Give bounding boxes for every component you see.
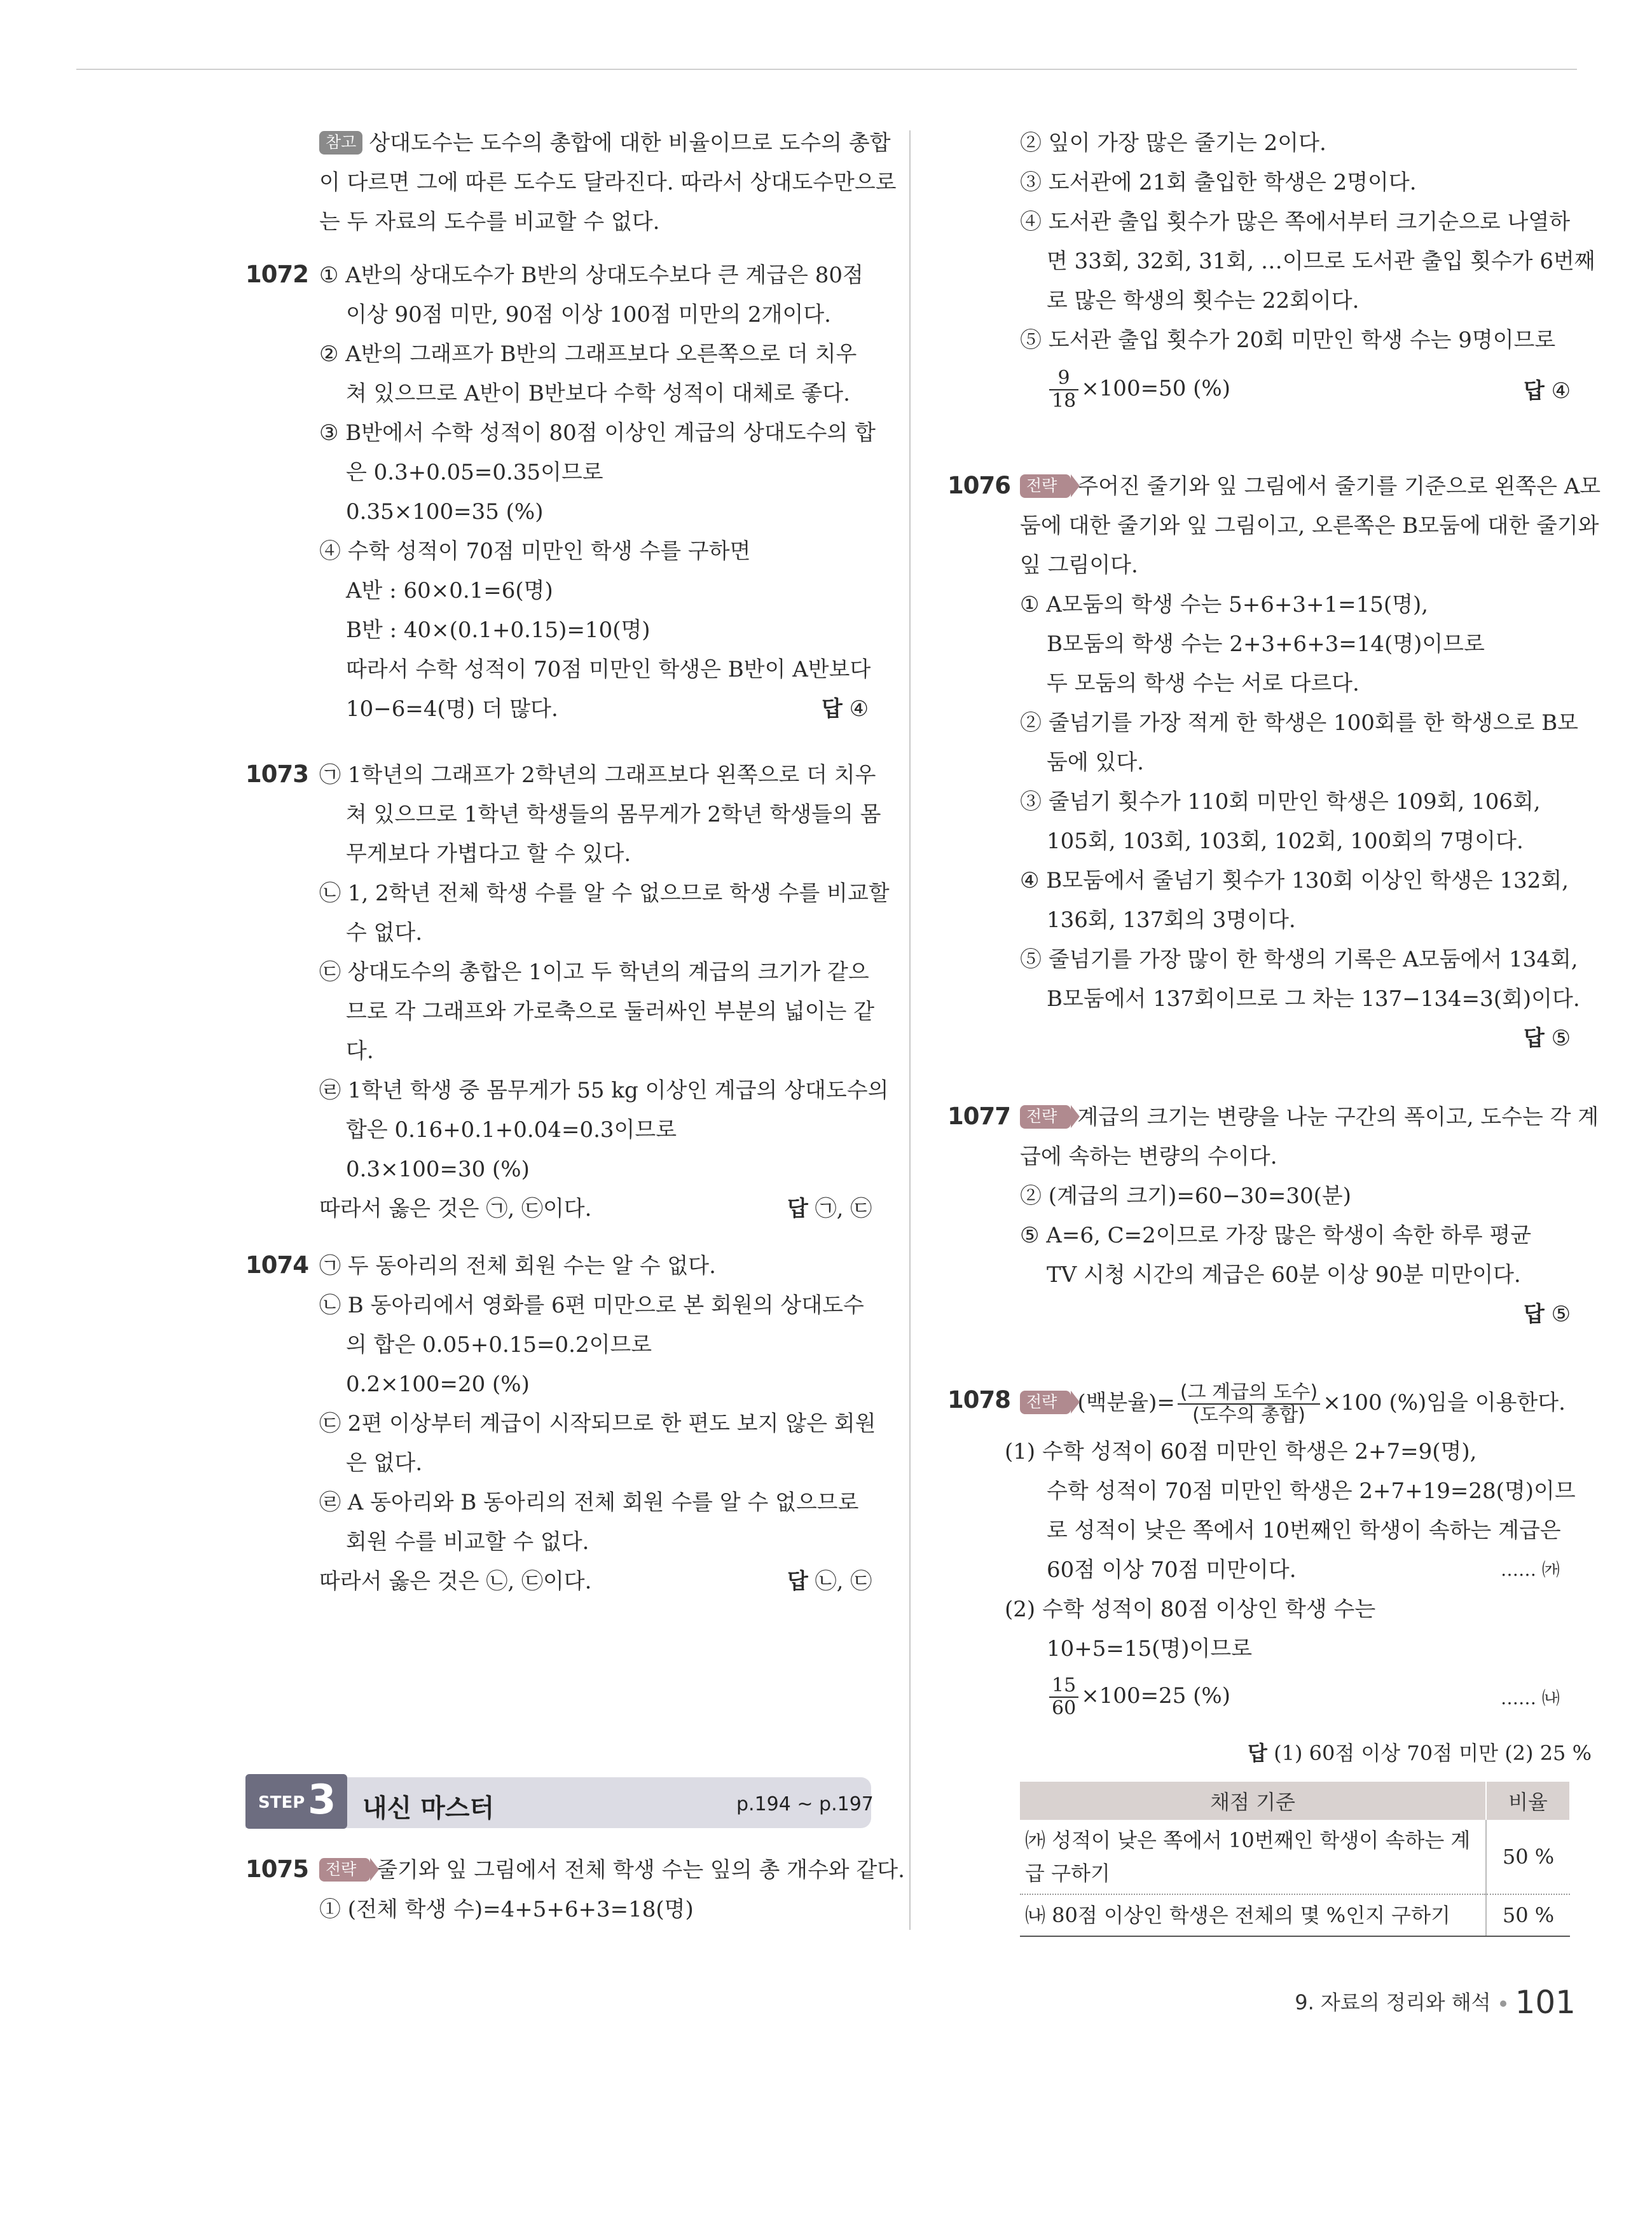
table-cell: ㈎ 성적이 낮은 쪽에서 10번째인 학생이 속하는 계급 구하기	[1020, 1820, 1486, 1894]
solution-line: 수학 성적이 70점 미만인 학생은 2+7+19=28(명)이므	[1047, 1478, 1576, 1504]
answer: 답 ㉡, ㉢	[787, 1569, 872, 1594]
table-row	[1020, 1820, 1570, 1894]
note-line: 이 다르면 그에 따른 도수도 달라진다. 따라서 상대도수만으로	[319, 170, 897, 195]
page-number: 101	[1515, 1984, 1576, 2021]
problem-number: 1074	[245, 1251, 308, 1279]
note-line: 는 두 자료의 도수를 비교할 수 없다.	[319, 209, 660, 235]
step-mark-a: …… ㈎	[1501, 1559, 1560, 1580]
solution-line: 무게보다 가볍다고 할 수 있다.	[346, 841, 631, 867]
solution-line: ④ B모둠에서 줄넘기 횟수가 130회 이상인 학생은 132회,	[1020, 868, 1569, 893]
formula-line: 전략 (백분율)= $\frac{\text{(그 계급의 도수)}}{\text{(도수의 총합)}}$ ×100 (%)임을 이용한다.	[1020, 1381, 1566, 1426]
solution-line: 이상 90점 미만, 90점 이상 100점 미만의 2개이다.	[346, 302, 831, 327]
strategy-badge: 전략	[1020, 1391, 1071, 1414]
solution-line: ㉣ 1학년 학생 중 몸무게가 55 kg 이상인 계급의 상대도수의	[319, 1078, 889, 1103]
strategy-badge: 전략	[1020, 474, 1071, 498]
answer: 답 ④	[1524, 378, 1571, 404]
fraction: $\frac{15}{60}$	[1049, 1675, 1078, 1719]
step-pages: p.194 ~ p.197	[736, 1793, 874, 1815]
solution-line: 로 많은 학생의 횟수는 22회이다.	[1047, 288, 1359, 313]
note-line: 상대도수는 도수의 총합에 대한 비율이므로 도수의 총합	[369, 130, 891, 156]
solution-line: 두 모둠의 학생 수는 서로 다르다.	[1047, 671, 1359, 696]
solution-line: 0.2×100=20 (%)	[346, 1372, 530, 1397]
strategy-badge: 전략	[1020, 1105, 1071, 1129]
solution-line: B모둠의 학생 수는 2+3+6+3=14(명)이므로	[1047, 631, 1485, 657]
solution-line: 60점 이상 70점 미만이다.	[1047, 1557, 1297, 1583]
step-mark-b: …… ㈏	[1501, 1688, 1560, 1709]
answer: 답 ⑤	[1524, 1026, 1571, 1051]
solution-line: 따라서 수학 성적이 70점 미만인 학생은 B반이 A반보다	[346, 657, 871, 682]
solution-line: ㉡ B 동아리에서 영화를 6편 미만으로 본 회원의 상대도수	[319, 1293, 864, 1318]
step-title: 내신 마스터	[362, 1794, 495, 1823]
solution-line: ② 잎이 가장 많은 줄기는 2이다.	[1020, 130, 1326, 156]
solution-line: 잎 그림이다.	[1020, 553, 1138, 578]
solution-line: 합은 0.16+0.1+0.04=0.3이므로	[346, 1117, 677, 1143]
solution-line: 므로 각 그래프와 가로축으로 둘러싸인 부분의 넓이는 같	[346, 999, 875, 1024]
solution-line: ⑤ A=6, C=2이므로 가장 많은 학생이 속한 하루 평균	[1020, 1223, 1532, 1248]
fraction: $\frac{9}{18}$	[1049, 368, 1078, 412]
solution-line: 따라서 옳은 것은 ㉠, ㉢이다.	[319, 1196, 592, 1222]
solution-line: 로 성적이 낮은 쪽에서 10번째인 학생이 속하는 계급은	[1047, 1518, 1561, 1543]
chapter-title: 9. 자료의 정리와 해석	[1295, 1990, 1491, 2014]
table-header: 채점 기준	[1020, 1782, 1486, 1820]
solution-line: 둠에 대한 줄기와 잎 그림이고, 오른쪽은 B모둠에 대한 줄기와	[1020, 513, 1599, 539]
table-row	[1020, 1894, 1570, 1936]
solution-line: ② A반의 그래프가 B반의 그래프보다 오른쪽으로 더 치우	[319, 341, 857, 367]
solution-line: ④ 도서관 출입 횟수가 많은 쪽에서부터 크기순으로 나열하	[1020, 209, 1571, 235]
solution-line: ㉠ 1학년의 그래프가 2학년의 그래프보다 왼쪽으로 더 치우	[319, 762, 876, 788]
solution-line: ② 줄넘기를 가장 적게 한 학생은 100회를 한 학생으로 B모	[1020, 710, 1579, 736]
solution-line: ㉢ 상대도수의 총합은 1이고 두 학년의 계급의 크기가 같으	[319, 960, 869, 985]
solution-line: 136회, 137회의 3명이다.	[1047, 907, 1296, 933]
strategy-badge: 전략	[319, 1858, 370, 1882]
solution-line: ④ 수학 성적이 70점 미만인 학생 수를 구하면	[319, 539, 751, 564]
solution-line: ㉣ A 동아리와 B 동아리의 전체 회원 수를 알 수 없으므로	[319, 1490, 859, 1515]
solution-line: 주어진 줄기와 잎 그림에서 줄기를 기준으로 왼쪽은 A모	[1077, 474, 1601, 499]
solution-line: A반 : 60×0.1=6(명)	[346, 578, 553, 603]
page-footer	[1295, 1984, 1576, 2021]
solution-line: 줄기와 잎 그림에서 전체 학생 수는 잎의 총 개수와 같다.	[376, 1857, 905, 1883]
solution-line: 10+5=15(명)이므로	[1047, 1636, 1253, 1662]
solution-line: 0.3×100=30 (%)	[346, 1157, 530, 1182]
solution-line: ① (전체 학생 수)=4+5+6+3=18(명)	[319, 1897, 694, 1922]
footer-dot	[1500, 2000, 1506, 2007]
note-badge: 참고	[319, 131, 362, 155]
solution-line: 0.35×100=35 (%)	[346, 499, 544, 525]
solution-line: 면 33회, 32회, 31회, …이므로 도서관 출입 횟수가 6번째	[1047, 249, 1595, 274]
problem-number: 1077	[947, 1103, 1010, 1130]
answer: 답 ④	[822, 696, 869, 722]
solution-line: 은 없다.	[346, 1450, 423, 1476]
solution-line: 회원 수를 비교할 수 없다.	[346, 1529, 589, 1555]
solution-line: 은 0.3+0.05=0.35이므로	[346, 460, 603, 485]
solution-line: ㉠ 두 동아리의 전체 회원 수는 알 수 없다.	[319, 1253, 716, 1279]
solution-line: 계급의 크기는 변량을 나눈 구간의 폭이고, 도수는 각 계	[1077, 1105, 1599, 1130]
step-tag	[245, 1774, 347, 1829]
step-number: 3	[308, 1777, 336, 1824]
solution-line: 수 없다.	[346, 920, 423, 946]
table-cell: 50 %	[1486, 1820, 1570, 1894]
grading-table	[1020, 1782, 1571, 1937]
problem-number: 1076	[947, 472, 1010, 499]
solution-line: 다.	[346, 1038, 374, 1064]
column-divider	[909, 130, 911, 1930]
answer: 답 ⑤	[1524, 1302, 1571, 1327]
solution-line: ③ 줄넘기 횟수가 110회 미만인 학생은 109회, 106회,	[1020, 789, 1541, 815]
problem-number: 1073	[245, 761, 308, 788]
solution-line: B모둠에서 137회이므로 그 차는 137−134=3(회)이다.	[1047, 986, 1580, 1012]
solution-line: (2) 수학 성적이 80점 이상인 학생 수는	[1005, 1597, 1376, 1622]
solution-line: ② (계급의 크기)=60−30=30(분)	[1020, 1183, 1351, 1209]
solution-line: TV 시청 시간의 계급은 60분 이상 90분 미만이다.	[1047, 1262, 1521, 1288]
percent-fraction: $\frac{\text{(그 계급의 도수)}}{\text{(도수의 총합)}}$	[1178, 1382, 1320, 1426]
solution-line: ① A반의 상대도수가 B반의 상대도수보다 큰 계급은 80점	[319, 263, 864, 288]
solution-line: 10−6=4(명) 더 많다.	[346, 696, 558, 722]
solution-line: 따라서 옳은 것은 ㉡, ㉢이다.	[319, 1569, 592, 1594]
table-cell: 50 %	[1486, 1894, 1570, 1936]
problem-number: 1072	[245, 261, 308, 288]
solution-line: ㉡ 1, 2학년 전체 학생 수를 알 수 없으므로 학생 수를 비교할	[319, 881, 890, 906]
step-label: STEP	[258, 1793, 305, 1812]
solution-line: 105회, 103회, 103회, 102회, 100회의 7명이다.	[1047, 829, 1524, 854]
solution-line: 쳐 있으므로 1학년 학생들의 몸무게가 2학년 학생들의 몸	[346, 802, 881, 827]
problem-number: 1078	[947, 1386, 1010, 1414]
answer: 답 ㉠, ㉢	[787, 1196, 872, 1222]
solution-line: 쳐 있으므로 A반이 B반보다 수학 성적이 대체로 좋다.	[346, 381, 850, 406]
solution-line: ① A모둠의 학생 수는 5+6+3+1=15(명),	[1020, 592, 1429, 617]
solution-line: 의 합은 0.05+0.15=0.2이므로	[346, 1332, 652, 1358]
solution-line: ㉢ 2편 이상부터 계급이 시작되므로 한 편도 보지 않은 회원	[319, 1411, 876, 1436]
solution-line: B반 : 40×(0.1+0.15)=10(명)	[346, 617, 650, 643]
solution-line: 둠에 있다.	[1047, 750, 1144, 775]
fraction-line: $\frac{9}{18}$ ×100=50 (%)	[1047, 368, 1230, 412]
answer: 답 (1) 60점 이상 70점 미만 (2) 25 %	[1248, 1741, 1592, 1765]
solution-line: ⑤ 줄넘기를 가장 많이 한 학생의 기록은 A모둠에서 134회,	[1020, 947, 1578, 972]
table-header: 비율	[1486, 1782, 1570, 1820]
fraction-line: $\frac{15}{60}$ ×100=25 (%)	[1047, 1675, 1230, 1719]
top-rule	[76, 69, 1577, 70]
solution-line: 급에 속하는 변량의 수이다.	[1020, 1144, 1277, 1169]
solution-line: ③ 도서관에 21회 출입한 학생은 2명이다.	[1020, 170, 1417, 195]
solution-line: ③ B반에서 수학 성적이 80점 이상인 계급의 상대도수의 합	[319, 420, 876, 446]
solution-line: (1) 수학 성적이 60점 미만인 학생은 2+7=9(명),	[1005, 1439, 1477, 1464]
problem-number: 1075	[245, 1855, 308, 1883]
table-cell: ㈏ 80점 이상인 학생은 전체의 몇 %인지 구하기	[1020, 1894, 1486, 1936]
solution-line: ⑤ 도서관 출입 횟수가 20회 미만인 학생 수는 9명이므로	[1020, 327, 1556, 353]
